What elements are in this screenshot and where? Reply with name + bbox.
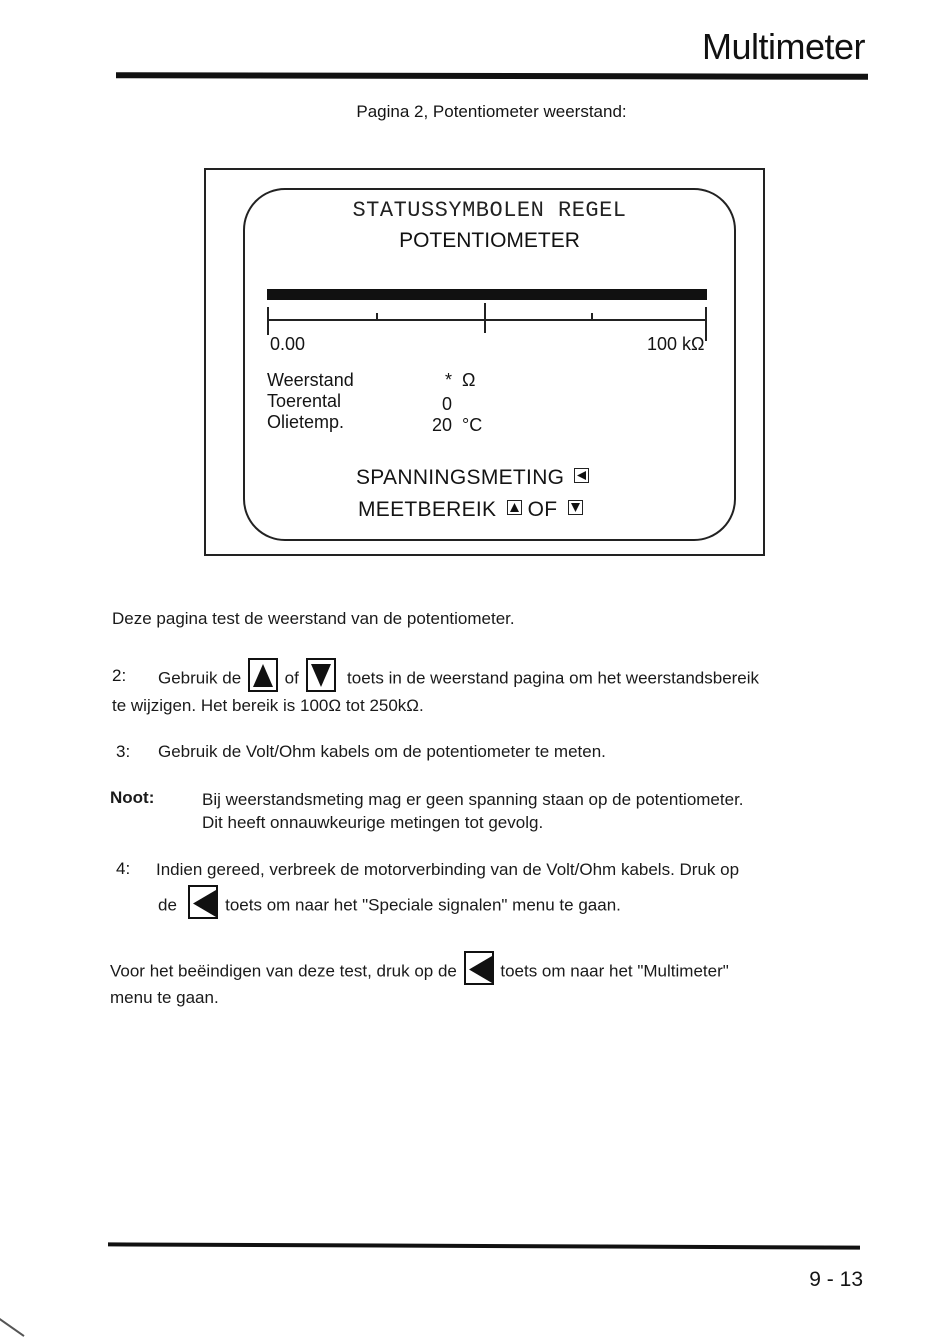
note-line-1: Bij weerstandsmeting mag er geen spanning staan op de potentiometer. bbox=[202, 790, 744, 809]
scale-tick-max bbox=[705, 307, 707, 341]
step-2-line-1 bbox=[158, 666, 759, 692]
step-4-line-2 bbox=[158, 893, 621, 919]
bargraph-fill bbox=[267, 289, 707, 300]
left-arrow-key-icon bbox=[464, 951, 494, 985]
down-arrow-key-icon bbox=[306, 658, 336, 692]
page-number: 9 - 13 bbox=[809, 1268, 863, 1291]
step-2-text-b: toets in de weerstand pagina om het weerstandsbereik bbox=[347, 668, 760, 688]
reading-label-rpm: Toerental bbox=[267, 391, 342, 411]
scale-tick-mid bbox=[484, 303, 486, 333]
closing-line-2: menu te gaan. bbox=[110, 988, 219, 1007]
left-arrow-key-icon bbox=[574, 468, 589, 483]
header-title: Multimeter bbox=[701, 26, 865, 67]
scale-max-label: 100 kΩ bbox=[647, 334, 705, 354]
hint-measurement-range bbox=[358, 498, 583, 522]
hint-range-label: MEETBEREIK bbox=[358, 498, 497, 521]
reading-label-resistance: Weerstand bbox=[267, 370, 354, 390]
closing-line-1 bbox=[110, 959, 729, 985]
scale-tick-min bbox=[267, 307, 269, 335]
closing-text-b: toets om naar het "Multimeter" bbox=[500, 961, 729, 981]
step-2-number: 2: bbox=[112, 666, 127, 685]
header-rule bbox=[116, 72, 868, 80]
bargraph-scale bbox=[268, 319, 707, 321]
note-line-2: Dit heeft onnauwkeurige metingen tot gevolg. bbox=[202, 813, 544, 832]
up-arrow-key-icon bbox=[248, 658, 278, 692]
hint-voltage-label: SPANNINGSMETING bbox=[356, 466, 565, 489]
reading-value-rpm: 0 bbox=[441, 394, 452, 414]
screen-title: POTENTIOMETER bbox=[399, 229, 580, 252]
intro-paragraph: Deze pagina test de weerstand van de potentiometer. bbox=[112, 609, 515, 628]
note-label: Noot: bbox=[110, 788, 155, 807]
reading-value-resistance: * bbox=[444, 370, 452, 390]
step-2-line-2: te wijzigen. Het bereik is 100Ω tot 250kΩ. bbox=[112, 696, 424, 715]
reading-unit-oil-temp: °C bbox=[462, 415, 483, 435]
step-4-text-b: toets om naar het "Speciale signalen" menu te gaan. bbox=[225, 895, 621, 915]
page-subtitle: Pagina 2, Potentiometer weerstand: bbox=[356, 102, 627, 121]
footer-rule bbox=[108, 1242, 860, 1249]
step-3-text: Gebruik de Volt/Ohm kabels om de potentiometer te meten. bbox=[158, 742, 606, 761]
scale-min-label: 0.00 bbox=[270, 334, 306, 354]
status-symbols-line: STATUSSYMBOLEN REGEL bbox=[352, 198, 627, 223]
step-2-or: of bbox=[284, 668, 299, 688]
step-4-text-a: de bbox=[158, 895, 177, 915]
reading-value-oil-temp: 20 bbox=[431, 415, 452, 435]
closing-text-a: Voor het beëindigen van deze test, druk op de bbox=[110, 961, 457, 981]
step-4-number: 4: bbox=[116, 859, 131, 878]
up-arrow-key-icon bbox=[507, 500, 522, 515]
reading-label-oil-temp: Olietemp. bbox=[267, 412, 345, 432]
hint-voltage-measurement bbox=[356, 466, 589, 490]
step-3-number: 3: bbox=[116, 742, 131, 761]
left-arrow-key-icon bbox=[188, 885, 218, 919]
scale-tick-quarter bbox=[376, 313, 378, 320]
step-2-text-a: Gebruik de bbox=[158, 668, 242, 688]
scale-tick-three-quarter bbox=[591, 313, 593, 320]
down-arrow-key-icon bbox=[568, 500, 583, 515]
hint-or-label: OF bbox=[527, 498, 558, 521]
reading-unit-resistance: Ω bbox=[462, 370, 476, 390]
note-label-text: Noot bbox=[110, 788, 149, 807]
step-4-line-1: Indien gereed, verbreek de motorverbinding van de Volt/Ohm kabels. Druk op bbox=[156, 860, 740, 879]
scan-corner-mark bbox=[0, 1318, 25, 1337]
